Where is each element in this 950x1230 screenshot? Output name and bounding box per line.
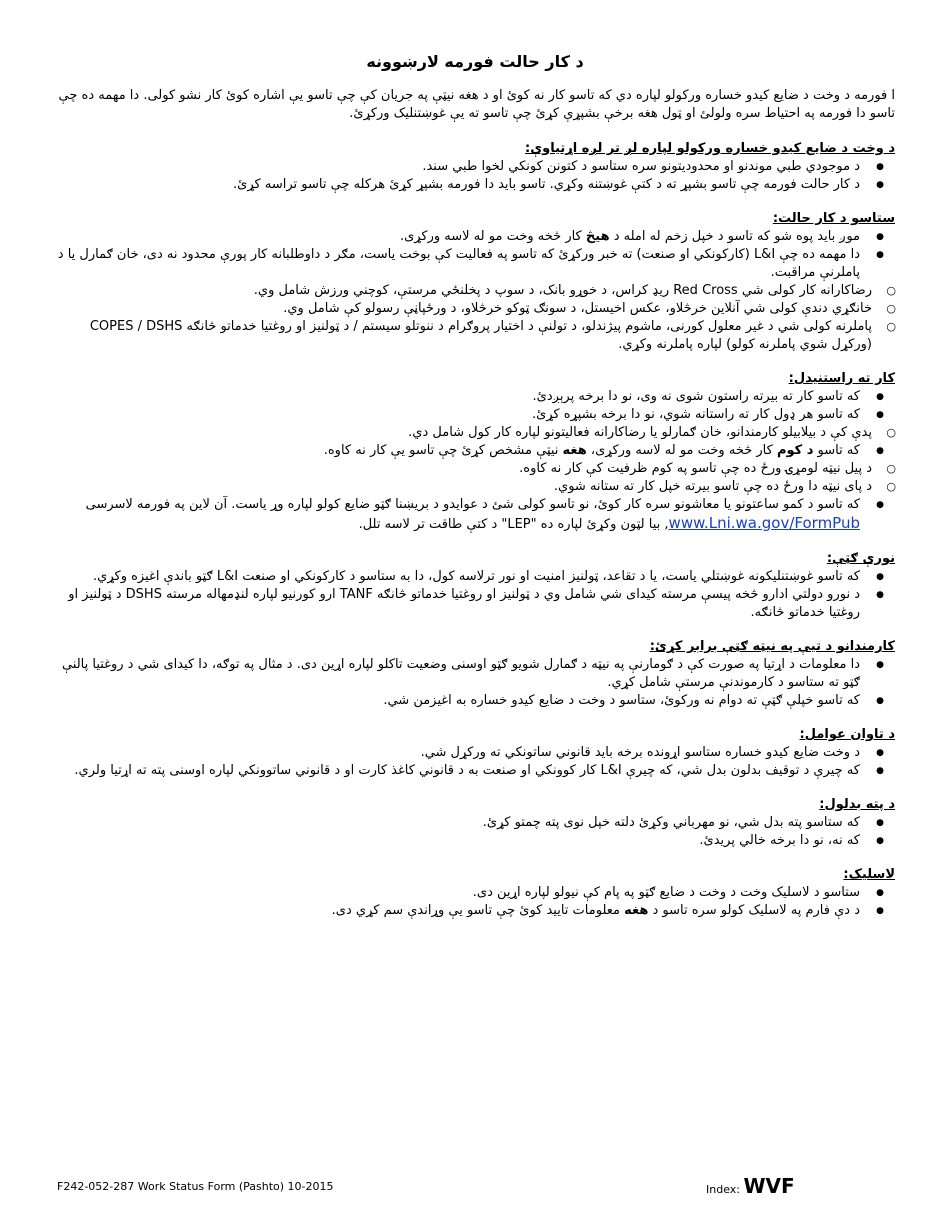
formpub-link[interactable]: www.Lni.wa.gov/FormPub: [668, 514, 860, 532]
sub-list-item: ○ پدې کې د بیلابیلو کارمندانو، خان ګمارلو یا رضاکارانه فعالیتونو لپاره کار کول شامل دي.: [55, 424, 872, 442]
list-item: ● که چیرې د توقیف بدلون بدل شي، که چیرې L&I کار کوونکي او صنعت به د قانوني کاغذ کارت او د قانوني ساتوونکي لپاره اوسنی پته ته اړتیا ولري.: [55, 762, 860, 780]
list-item: ● که نه، نو دا برخه خالي پریدئ.: [55, 832, 860, 850]
list-item: ● که ستاسو پته بدل شي، نو مهرباني وکړئ دلته خپل نوی پته چمتو کړئ.: [55, 814, 860, 832]
sub-list-item: ○ پاملرنه کولی شي د غیر معلول کورنی، ماشوم پیژندلو، د تولنې د اختیار پروګرام د ننوتلو سیستم / د ټولنیز او روغتیا خدماتو څانګه COPES / DSHS (ورکړل شوي پاملرنه کولو) لپاره پاملرنه وکړي.: [55, 318, 872, 354]
section-return-to-work: [55, 371, 895, 534]
sub-list-item: ○ خانګړي دندې کولی شي آنلاین خرڅلاو، عکس اخیستل، د سونګ ټوکو خرڅلاو، د ورځپاڼې رسولو کې شامل وي.: [55, 300, 872, 318]
list-item: ● دا معلومات د اړتیا په صورت کې د ګومارنې په نیټه د ګمارل شویو ګټو اوسنی وضعیت تاکلو لپاره اړین دی. د مثال په توګه، دا کیدای شي د روغتیا پالنې ګټو ته ستاسو د کارموندنې مرستې شامل کړي.: [55, 656, 860, 692]
section-title: کار ته راستنیدل:: [788, 371, 895, 386]
section-title: نورې ګټې:: [826, 551, 895, 566]
list-item: ● دا مهمه ده چې L&I (کارکونکي او صنعت) ته خبر ورکړئ که تاسو په فعالیت کې بوخت یاست، مګر د داوطلبانه کار پورې محدود نه دی، خان ګمارل یا د پاملرنې مراقبت.: [55, 246, 860, 282]
sub-list-item: ○ د پای نیټه دا ورځ ده چې تاسو بیرته خپل کار ته ستانه شوي.: [55, 478, 872, 496]
intro-paragraph: ا فورمه د وخت د ضایع کیدو خساره ورکولو لپاره دي که تاسو کار نه کوئ او د هغه نیټې په جریان کې چې تاسو یې اشاره کوئ کار نشو کولی. دا مهمه ده چې تاسو دا فورمه په احتیاط سره ولولئ او ټول هغه برخې بشپړې کړئ چې تاسو ته یې غوښتنلیک ورکړئ.: [58, 88, 895, 121]
section-other-benefits: [55, 551, 895, 622]
section-title: د وخت د ضایع کیدو خساره ورکولو لپاره لږ تر لږه اړتیاوې:: [525, 141, 895, 156]
section-address-change: [55, 797, 895, 850]
index-label: Index:: [706, 1183, 744, 1196]
list-item: ● د کار حالت فورمه چې تاسو بشپړ ته د کتې غوښتنه وکړي. تاسو باید دا فورمه بشپړ کړئ هرکله چې تاسو تراسه کړئ.: [55, 176, 860, 194]
section-title: د پته بدلول:: [819, 797, 895, 812]
section-signature: [55, 867, 895, 920]
section-title: لاسلیک:: [843, 867, 895, 882]
section-work-status: [55, 211, 895, 354]
index-code: WVF: [743, 1174, 795, 1198]
sub-list-item: ○ رضاکارانه کار کولی شي Red Cross ریډ کراس، د خوړو بانک، د سوپ د پخلنځي مرستې، کوچني ورزش شامل وي.: [55, 282, 872, 300]
list-item: ● که تاسو د کمو ساعتونو یا معاشونو سره کار کوئ، نو تاسو کولی شئ د عوایدو د بریښنا ګټو ضایع کولو لپاره وړ یاست. آن لاین په فورمه لاسرسی www.Lni.wa.gov/FormPub, بیا لټون وکړئ لپاره ده "LEP" د کتې طاقت تر لاسه تلل.: [55, 496, 860, 534]
list-item: ● که تاسو غوښتنلیکونه غوښتلي یاست، یا د تقاعد، ټولنیز امنیت او نور ترلاسه کول، دا به ستاسو د کارکونکي او صنعت L&I ګټو باندې اغیزه وکړي.: [55, 568, 860, 586]
section-title: د تاوان عوامل:: [799, 727, 895, 742]
list-item: ● د دې فارم په لاسلیک کولو سره تاسو د هغه معلومات تایید کوئ چې تاسو یې وړاندې سم کړي دی.: [55, 902, 860, 920]
list-item: ● که تاسو خپلې ګټې ته دوام نه ورکوئ، ستاسو د وخت د ضایع کیدو خساره به اغیزمن شي.: [55, 692, 860, 710]
list-item: ● د نورو دولتي ادارو څخه پیسې مرسته کیدای شي شامل وي د ټولنیز او روغتیا خدماتو څانګه TANF ارو کورنیو لپاره لنډمهاله مرسته DSHS د ټولنیز او روغتیا خدماتو څانګه.: [55, 586, 860, 622]
section-employer-benefits: [55, 639, 895, 710]
list-item: ● ستاسو د لاسلیک وخت د وخت د ضایع ګټو په پام کې نیولو لپاره اړین دی.: [55, 884, 860, 902]
page-title: د کار حالت فورمه لارښوونه: [366, 52, 584, 71]
document-page: [55, 52, 895, 937]
list-item: ● د موجودي طبي موندنو او محدودیتونو سره ستاسو د کتونن کونکي لخوا طبي سند.: [55, 158, 860, 176]
list-item: ● که تاسو کار ته بیرته راستون شوی نه وی، نو دا برخه پرېږدئ.: [55, 388, 860, 406]
form-number: F242-052-287 Work Status Form (Pashto) 10-2015: [57, 1180, 334, 1193]
section-damages-factors: [55, 727, 895, 780]
list-item: ● د وخت ضایع کیدو خساره ستاسو اړونده برخه باید قانوني ساتونکي ته ورکړل شي.: [55, 744, 860, 762]
list-item: ● که تاسو د کوم کار څخه وخت مو له لاسه ورکړی، هغه نیټې مشخص کړئ چې تاسو یې کار نه کاوه.: [55, 442, 860, 460]
section-title: کارمندانو د تیې په نیټه ګټې برابر کړئ:: [649, 639, 895, 654]
list-item: ● موږ باید پوه شو که تاسو د خپل زخم له امله د هیڅ کار څخه وخت مو له لاسه ورکړی.: [55, 228, 860, 246]
section-minimum-requirements: [55, 141, 895, 194]
list-item: ● که تاسو هر ډول کار ته راستانه شوي، نو دا برخه بشپړه کړئ.: [55, 406, 860, 424]
form-index: [706, 1174, 795, 1198]
section-title: ستاسو د کار حالت:: [772, 211, 895, 226]
sub-list-item: ○ د پیل نیټه لومړۍ ورځ ده چې تاسو په کوم ظرفیت کې کار نه کاوه.: [55, 460, 872, 478]
